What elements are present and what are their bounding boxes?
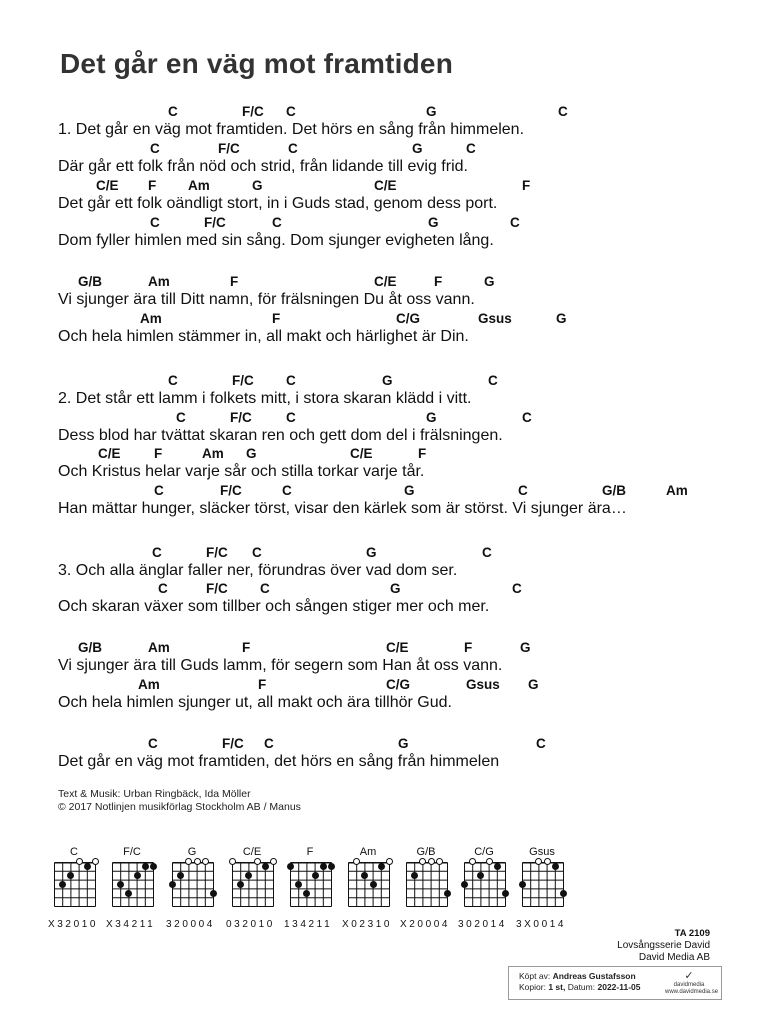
chord: C xyxy=(512,581,522,596)
chord-fingering: X34211 xyxy=(106,919,156,930)
chord-row xyxy=(0,311,768,327)
chord: G xyxy=(520,640,531,655)
finger-dot xyxy=(328,863,335,870)
finger-dot xyxy=(150,863,157,870)
lyric-line: Det går en väg mot framtiden, det hörs en sång från himmelen xyxy=(58,753,500,770)
finger-dot xyxy=(502,890,509,897)
fretboard-grid xyxy=(406,862,447,906)
open-string-marker xyxy=(194,858,201,865)
chord: F/C xyxy=(232,373,254,388)
chord: C/E xyxy=(350,446,373,461)
lyric-line: 3. Och alla änglar faller ner, förundras över vad dom ser. xyxy=(58,562,458,579)
logo-text: davidmedia xyxy=(673,982,705,988)
song-line xyxy=(0,373,768,411)
chord-row xyxy=(0,178,768,194)
chord: G xyxy=(428,215,439,230)
chord: C/G xyxy=(386,677,411,692)
chord: F xyxy=(464,640,473,655)
chord: C/E xyxy=(374,178,397,193)
chord-diagram-name: F/C xyxy=(123,846,141,858)
song-title: Det går en väg mot framtiden xyxy=(60,48,454,79)
chord: C/E xyxy=(374,274,397,289)
chord: C xyxy=(286,373,296,388)
chord: Gsus xyxy=(466,677,500,692)
open-string-marker xyxy=(544,858,551,865)
copies-value: 1 st, xyxy=(548,982,566,992)
open-string-marker xyxy=(436,858,443,865)
song-line xyxy=(0,410,768,448)
chord: F xyxy=(272,311,281,326)
chord-fingering: 320004 xyxy=(166,919,215,930)
chord: G xyxy=(556,311,567,326)
bought-by-label: Köpt av: xyxy=(519,971,551,981)
date-label: Datum: xyxy=(567,982,596,992)
catalog-number: TA 2109 xyxy=(674,928,710,939)
fretboard-lines xyxy=(172,862,214,907)
chord: C xyxy=(536,736,546,751)
open-string-marker xyxy=(428,858,435,865)
song-line xyxy=(0,581,768,619)
finger-dot xyxy=(519,881,526,888)
chord-fingering: X32010 xyxy=(48,919,99,930)
song-line xyxy=(0,178,768,216)
chord: F xyxy=(230,274,239,289)
chord: C xyxy=(154,483,164,498)
chord: F/C xyxy=(230,410,252,425)
chord: C xyxy=(264,736,274,751)
chord-row xyxy=(0,104,768,120)
credits-copyright: © 2017 Notlinjen musikförlag Stockholm AB / Manus xyxy=(58,801,301,813)
lyric-line: Dess blod har tvättat skaran ren och gett dom del i frälsningen. xyxy=(58,427,503,444)
chord-row xyxy=(0,581,768,597)
lyric-line: Och hela himlen sjunger ut, all makt och ära tillhör Gud. xyxy=(58,694,452,711)
purchase-stamp xyxy=(508,966,722,1000)
fretboard-grid xyxy=(522,862,563,906)
open-string-marker xyxy=(229,858,236,865)
chord: C xyxy=(488,373,498,388)
chord: F xyxy=(148,178,157,193)
chord: C xyxy=(150,215,160,230)
chord: C xyxy=(286,410,296,425)
open-string-marker xyxy=(353,858,360,865)
song-line xyxy=(0,215,768,253)
chord: F/C xyxy=(206,545,228,560)
chord: G xyxy=(528,677,539,692)
chord-fingering: 032010 xyxy=(226,919,275,930)
chord: G xyxy=(426,410,437,425)
chord-diagram-name: G/B xyxy=(416,846,436,858)
bought-by-name: Andreas Gustafsson xyxy=(552,971,636,981)
chord: C xyxy=(288,141,298,156)
chord: Am xyxy=(148,640,170,655)
open-string-marker xyxy=(386,858,393,865)
chord: G xyxy=(366,545,377,560)
lyric-line: Där går ett folk från nöd och strid, från lidande till evig frid. xyxy=(58,158,468,175)
open-string-marker xyxy=(270,858,277,865)
chord-row xyxy=(0,274,768,290)
chord: Gsus xyxy=(478,311,512,326)
fretboard-grid xyxy=(172,862,213,906)
chord: C xyxy=(482,545,492,560)
chord: C xyxy=(152,545,162,560)
chord-diagram xyxy=(284,846,344,934)
copies-label: Kopior: xyxy=(519,982,546,992)
credits xyxy=(58,788,301,814)
davidmedia-logo xyxy=(665,970,719,996)
chord: C xyxy=(466,141,476,156)
chord: C xyxy=(286,104,296,119)
chord-diagram xyxy=(342,846,402,934)
chord-diagram-name: C/E xyxy=(242,846,262,858)
chord: Am xyxy=(188,178,210,193)
fretboard-grid xyxy=(54,862,95,906)
chord: G xyxy=(398,736,409,751)
open-string-marker xyxy=(254,858,261,865)
chord: F xyxy=(434,274,443,289)
chord-diagram-name: F xyxy=(306,846,314,858)
chord: C xyxy=(158,581,168,596)
chord-row xyxy=(0,677,768,693)
chord: Am xyxy=(148,274,170,289)
chord: Am xyxy=(202,446,224,461)
chord-diagram-name: Am xyxy=(359,846,377,858)
chord: C/E xyxy=(98,446,121,461)
chord: C xyxy=(510,215,520,230)
finger-dot xyxy=(134,872,141,879)
chord: F xyxy=(418,446,427,461)
chord: F xyxy=(242,640,251,655)
chord: G xyxy=(404,483,415,498)
chord-diagram-name: C xyxy=(70,846,78,858)
finger-dot xyxy=(312,872,319,879)
finger-dot xyxy=(370,881,377,888)
chord: C xyxy=(176,410,186,425)
lyric-line: 2. Det står ett lamm i folkets mitt, i stora skaran klädd i vitt. xyxy=(58,390,472,407)
catalog-series: Lovsångsserie David xyxy=(617,940,710,951)
chord-row xyxy=(0,446,768,462)
chord-diagram xyxy=(516,846,576,934)
catalog-info xyxy=(617,928,710,964)
chord: C xyxy=(522,410,532,425)
chord: G/B xyxy=(602,483,627,498)
chord-fingering: X02310 xyxy=(342,919,393,930)
fretboard-lines xyxy=(406,862,448,907)
chord: F xyxy=(522,178,531,193)
purchase-text xyxy=(519,971,641,993)
fretboard-grid xyxy=(290,862,331,906)
finger-dot xyxy=(461,881,468,888)
open-string-marker xyxy=(469,858,476,865)
chord-row xyxy=(0,215,768,231)
lyric-line: Det går ett folk oändligt stort, in i Guds stad, genom dess port. xyxy=(58,195,498,212)
chord: F xyxy=(154,446,163,461)
chord: C/G xyxy=(396,311,421,326)
chord: C xyxy=(518,483,528,498)
chord-fingering: X20004 xyxy=(400,919,451,930)
open-string-marker xyxy=(486,858,493,865)
song-line xyxy=(0,274,768,312)
chord-diagram xyxy=(106,846,166,934)
chord: G/B xyxy=(78,274,103,289)
chord-diagram xyxy=(48,846,108,934)
chord: C xyxy=(282,483,292,498)
lyric-line: Och Kristus helar varje sår och stilla torkar varje tår. xyxy=(58,463,425,480)
chord: F/C xyxy=(242,104,264,119)
chord-diagram-name: C/G xyxy=(474,846,494,858)
song-line xyxy=(0,677,768,715)
chord: C xyxy=(168,373,178,388)
chord-row xyxy=(0,410,768,426)
chord-row xyxy=(0,545,768,561)
open-string-marker xyxy=(202,858,209,865)
chord: G xyxy=(246,446,257,461)
chord: F xyxy=(258,677,267,692)
song-line xyxy=(0,736,768,774)
chord-diagram xyxy=(226,846,286,934)
song-line xyxy=(0,640,768,678)
catalog-publisher: David Media AB xyxy=(638,952,710,963)
fretboard-grid xyxy=(464,862,505,906)
logo-url: www.davidmedia.se xyxy=(665,989,719,995)
finger-dot xyxy=(210,890,217,897)
chord: C xyxy=(558,104,568,119)
lyric-line: Han mättar hunger, släcker törst, visar den kärlek som är störst. Vi sjunger ära… xyxy=(58,500,627,517)
lyric-line: Vi sjunger ära till Guds lamm, för segern som Han åt oss vann. xyxy=(58,657,503,674)
chord-diagram-name: G xyxy=(187,846,197,858)
song-line xyxy=(0,446,768,484)
chord: Am xyxy=(138,677,160,692)
chord: G xyxy=(412,141,423,156)
chord: G xyxy=(484,274,495,289)
open-string-marker xyxy=(76,858,83,865)
credits-text-music: Text & Musik: Urban Ringbäck, Ida Möller xyxy=(58,788,251,800)
open-string-marker xyxy=(185,858,192,865)
logo-mark-icon: ✓ xyxy=(684,970,694,982)
chord-fingering: 3X0014 xyxy=(516,919,567,930)
song-line xyxy=(0,311,768,349)
chord: C/E xyxy=(386,640,409,655)
chord: G xyxy=(252,178,263,193)
chord: C xyxy=(150,141,160,156)
chord-diagram xyxy=(166,846,226,934)
chord: F/C xyxy=(220,483,242,498)
chord-row xyxy=(0,141,768,157)
chord-row xyxy=(0,373,768,389)
chord: F/C xyxy=(204,215,226,230)
chord: G/B xyxy=(78,640,103,655)
lyric-line: Och skaran växer som tillber och sången stiger mer och mer. xyxy=(58,598,490,615)
open-string-marker xyxy=(535,858,542,865)
chord: F/C xyxy=(218,141,240,156)
chord-row xyxy=(0,640,768,656)
song-line xyxy=(0,104,768,142)
chord: C xyxy=(272,215,282,230)
chord: F/C xyxy=(206,581,228,596)
chord-diagram xyxy=(458,846,518,934)
chord: G xyxy=(382,373,393,388)
chord-fingering: 302014 xyxy=(458,919,507,930)
song-line xyxy=(0,141,768,179)
chord: C xyxy=(252,545,262,560)
chord: C xyxy=(148,736,158,751)
finger-dot xyxy=(169,881,176,888)
chord: G xyxy=(426,104,437,119)
fretboard-grid xyxy=(232,862,273,906)
chord: Am xyxy=(666,483,688,498)
chord-row xyxy=(0,736,768,752)
open-string-marker xyxy=(419,858,426,865)
lyric-line: Och hela himlen stämmer in, all makt och härlighet är Din. xyxy=(58,328,469,345)
song-line xyxy=(0,545,768,583)
chord: C/E xyxy=(96,178,119,193)
chord-diagram xyxy=(400,846,460,934)
finger-dot xyxy=(444,890,451,897)
lyric-line: 1. Det går en väg mot framtiden. Det hörs en sång från himmelen. xyxy=(58,121,525,138)
fretboard-grid xyxy=(348,862,389,906)
lyric-line: Vi sjunger ära till Ditt namn, för frälsningen Du åt oss vann. xyxy=(58,291,475,308)
chord: C xyxy=(168,104,178,119)
finger-dot xyxy=(560,890,567,897)
lyric-line: Dom fyller himlen med sin sång. Dom sjunger evigheten lång. xyxy=(58,232,494,249)
fretboard-grid xyxy=(112,862,153,906)
chord: C xyxy=(260,581,270,596)
chord: F/C xyxy=(222,736,244,751)
chord: G xyxy=(390,581,401,596)
chord-fingering: 134211 xyxy=(284,919,333,930)
date-value: 2022-11-05 xyxy=(597,982,641,992)
chord-diagram-name: Gsus xyxy=(529,846,555,858)
chord: Am xyxy=(140,311,162,326)
song-line xyxy=(0,483,768,521)
chord-row xyxy=(0,483,768,499)
open-string-marker xyxy=(92,858,99,865)
